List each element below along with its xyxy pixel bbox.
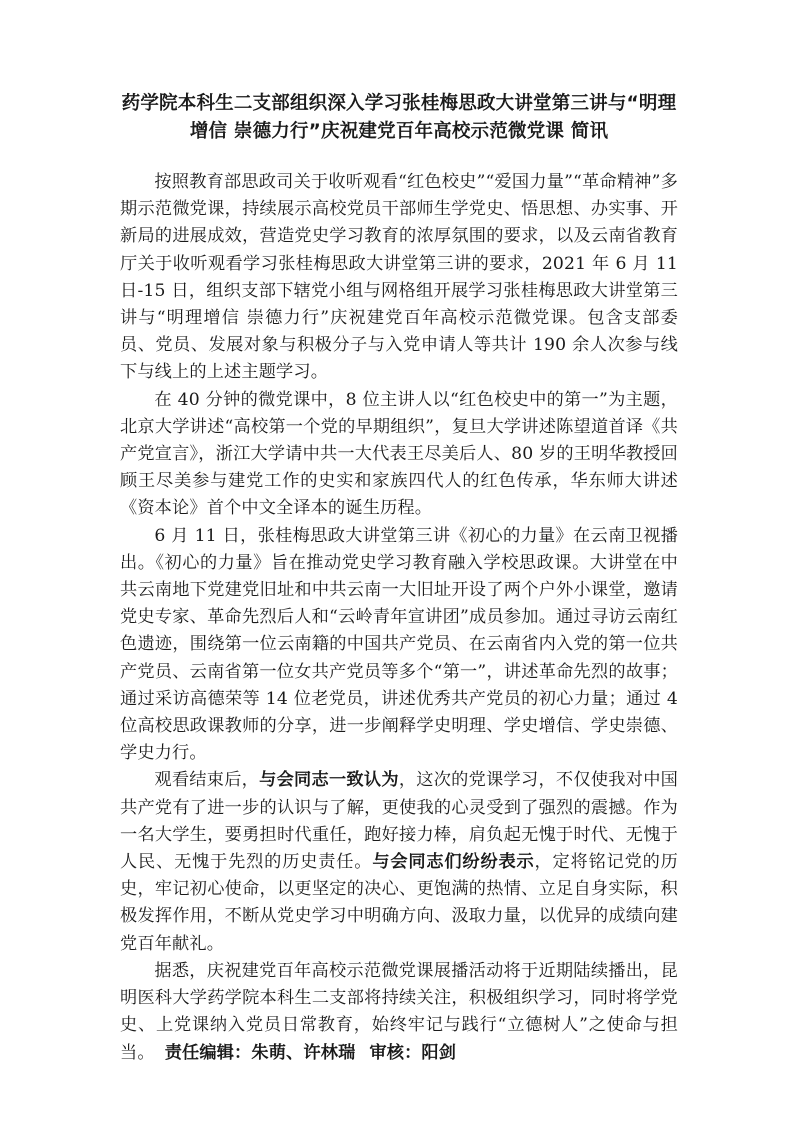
paragraph-2: 在 40 分钟的微党课中，8 位主讲人以“红色校史中的第一”为主题，北京大学讲述“高校第一个党的早期组织”，复旦大学讲述陈望道首译《共产党宣言》，浙江大学请中共一大代表王尽美后人、80 岁的王明华教授回顾王尽美参与建党工作的史实和家族四代人的红色传承，华东师大讲述《资本论》首个中文全译本的诞生历程。 <box>120 389 678 519</box>
paragraph-4-text-a: 观看结束后， <box>154 770 260 791</box>
paragraph-5-text: 据悉，庆祝建党百年高校示范微党课展播活动将于近期陆续播出，昆明医科大学药学院本科生二支部将持续关注，积极组织学习，同时将学党史、上党课纳入党员日常教育，始终牢记与践行“立德树人”之使命与担当。 <box>120 960 678 1063</box>
title-line-1: 药学院本科生二支部组织深入学习张桂梅思政大讲堂第三讲与“明理 <box>121 93 677 114</box>
paragraph-3: 6 月 11 日，张桂梅思政大讲堂第三讲《初心的力量》在云南卫视播出。《初心的力量》旨在推动党史学习教育融入学校思政课。大讲堂在中共云南地下党建党旧址和中共云南一大旧址开设了两个户外小课堂，邀请党史专家、革命先烈后人和“云岭青年宣讲团”成员参加。通过寻访云南红色遗迹，围绕第一位云南籍的中国共产党员、在云南省内入党的第一位共产党员、云南省第一位女共产党员等多个“第一”，讲述革命先烈的故事；通过采访高德荣等 14 位老党员，讲述优秀共产党员的初心力量；通过 4 位高校思政课教师的分享，进一步阐释学史明理、学史增信、学史崇德、学史力行。 <box>120 525 678 764</box>
paragraph-4-text-b: ，这次的党课学习，不仅使我对中国共产党有了进一步的认识与了解，更使我的心灵受到了强烈的震撼。作为一名大学生，要勇担时代重任，跑好接力棒，肩负起无愧于时代、无愧于人民、无愧于先烈的历史责任。 <box>120 770 679 873</box>
paragraph-4-text-c: ，定将铭记党的历史，牢记初心使命，以更坚定的决心、更饱满的热情、立足自身实际，积极发挥作用，不断从党史学习中明确方向、汲取力量，以优异的成绩向建党百年献礼。 <box>120 852 679 954</box>
editors-credit: 责任编辑：朱萌、许林瑞 <box>164 1042 356 1063</box>
reviewer-credit: 审核：阳剑 <box>369 1042 457 1063</box>
paragraph-4-bold-1: 与会同志一致认为 <box>259 770 399 791</box>
paragraph-4 <box>120 767 678 957</box>
title-line-2: 增信 崇德力行”庆祝建党百年高校示范微党课 简讯 <box>189 121 609 142</box>
paragraph-1: 按照教育部思政司关于收听观看“红色校史”“爱国力量”“革命精神”多期示范微党课，持续展示高校党员干部师生学党史、悟思想、办实事、开新局的进展成效，营造党史学习教育的浓厚氛围的要求，以及云南省教育厅关于收听观看学习张桂梅思政大讲堂第三讲的要求，2021 年 6 月 11 日-15 日，组织支部下辖党小组与网格组开展学习张桂梅思政大讲堂第三讲与“明理增信 崇德力行”庆祝建党百年高校示范微党课。包含支部委员、党员、发展对象与积极分子与入党申请人等共计 190 余人次参与线下与线上的上述主题学习。 <box>120 172 678 383</box>
document-body <box>120 169 678 1067</box>
paragraph-5 <box>120 958 678 1067</box>
document-title <box>120 90 678 146</box>
paragraph-4-bold-2: 与会同志们纷纷表示 <box>372 852 535 873</box>
